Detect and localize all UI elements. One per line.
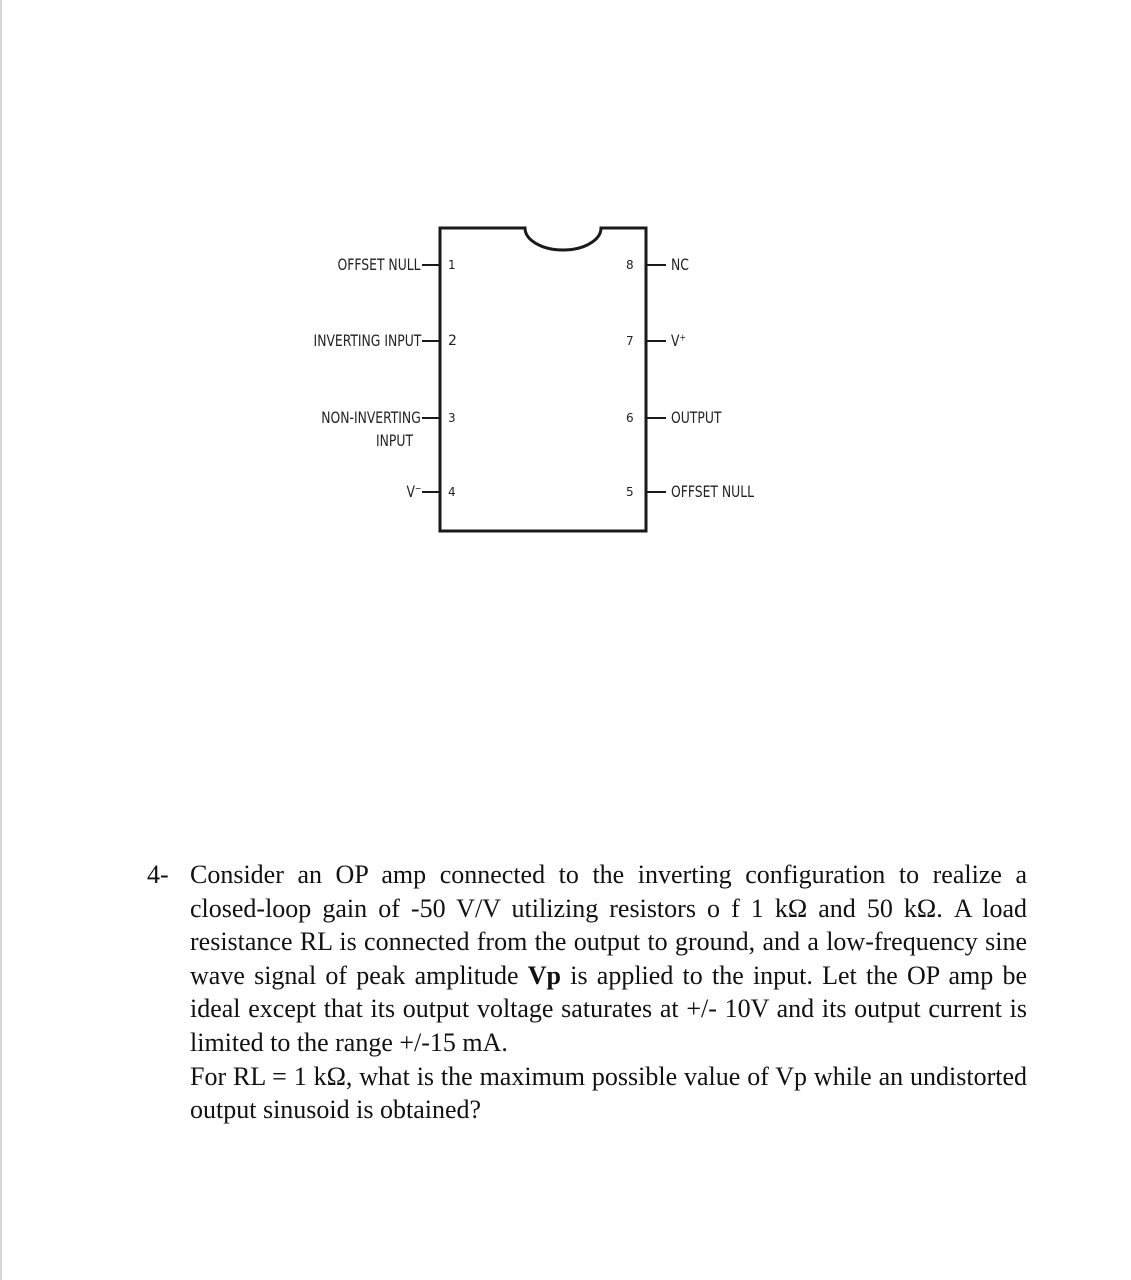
- question-text-b: is applied to the input. Let the OP amp be ideal except that its output voltage saturates at +/- 10V and its output current is limited to the range +/-15 mA.: [190, 960, 1027, 1057]
- pin-4-label: V⁻: [406, 482, 421, 501]
- question-paragraph-1: [190, 858, 1027, 1060]
- question-body: [190, 858, 1027, 1127]
- pin-3-label: NON-INVERTING: [321, 408, 421, 427]
- question-block: [147, 858, 1027, 1127]
- pin-2-label: INVERTING INPUT: [313, 331, 421, 350]
- pin-3-label-line2: INPUT: [376, 431, 413, 450]
- question-number: 4-: [147, 860, 169, 889]
- pin-1-label: OFFSET NULL: [337, 255, 421, 274]
- pin-7-label: V⁺: [671, 331, 686, 350]
- pin-6-label: OUTPUT: [671, 408, 722, 427]
- pin-3-number: 3: [448, 411, 456, 425]
- pin-7-number: 7: [626, 334, 634, 348]
- pin-5-label: OFFSET NULL: [671, 482, 755, 501]
- question-bold-vp: Vp: [527, 960, 562, 990]
- pin-8-number: 8: [626, 258, 634, 272]
- question-paragraph-2: For RL = 1 kΩ, what is the maximum possible value of Vp while an undistorted output sinusoid is obtained?: [190, 1061, 1027, 1125]
- pin-1-number: 1: [448, 258, 456, 272]
- pin-4-number: 4: [448, 485, 456, 499]
- ic-pinout-diagram: [0, 0, 1131, 600]
- question-text-a: Consider an OP amp connected to the inverting configuration to realize a closed-loop gain of -50 V/V utilizing resistors o f 1 kΩ and 50 kΩ. A load resistance RL is connected from the output to ground, and a low-frequency sine wave signal of peak amplitude: [190, 860, 1027, 990]
- pin-5-number: 5: [626, 485, 634, 499]
- pin-8-label: NC: [671, 255, 689, 274]
- ic-package-outline: [0, 0, 1131, 600]
- pin-6-number: 6: [626, 411, 634, 425]
- ic-body: [440, 228, 646, 531]
- pin-2-number: 2: [448, 333, 457, 349]
